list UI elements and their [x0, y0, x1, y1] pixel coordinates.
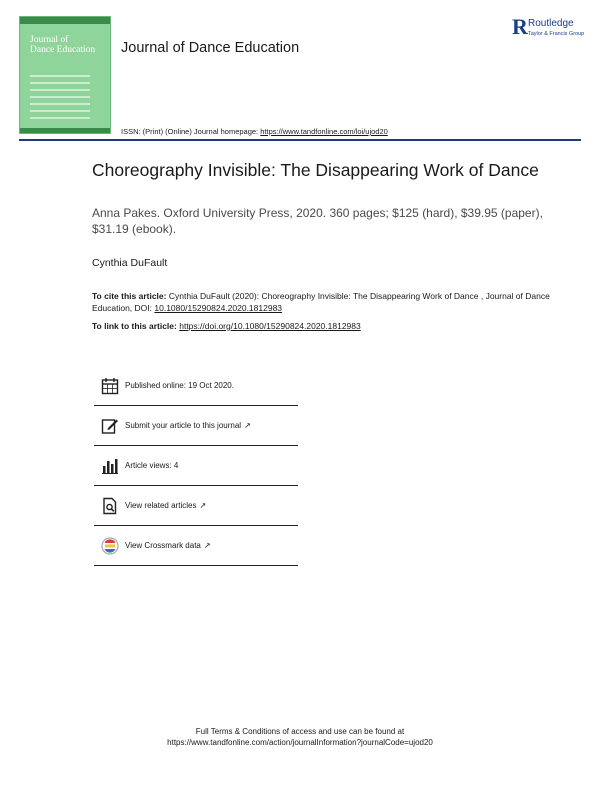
submit-article-link[interactable]: Submit your article to this journal [125, 421, 242, 430]
submit-article-row[interactable] [94, 406, 298, 446]
journal-homepage-link[interactable]: https://www.tandfonline.com/loi/ujod20 [260, 127, 388, 136]
article-subtitle: Anna Pakes. Oxford University Press, 2020. 360 pages; $125 (hard), $39.95 (paper), $31.19 (ebook). [92, 206, 543, 236]
issn-label: ISSN: (Print) (Online) Journal homepage: [121, 127, 259, 136]
article-title: Choreography Invisible: The Disappearing Work of Dance [92, 160, 539, 180]
cover-title-line2: Dance Education [30, 45, 96, 55]
issn-line [121, 127, 388, 136]
footer-terms-text: Full Terms & Conditions of access and use can be found at [195, 727, 405, 736]
related-articles-row[interactable] [94, 486, 298, 526]
published-date: Published online: 19 Oct 2020. [125, 381, 234, 390]
link-label: To link to this article: [92, 321, 177, 331]
crossmark-icon [99, 535, 121, 557]
publisher-logo[interactable] [512, 16, 594, 46]
article-views: Article views: 4 [125, 461, 179, 470]
journal-title: Journal of Dance Education [121, 40, 300, 56]
article-url-link[interactable]: https://doi.org/10.1080/15290824.2020.1812983 [179, 321, 361, 331]
citation-block [92, 291, 552, 314]
search-document-icon [99, 495, 121, 517]
views-row [94, 446, 298, 486]
article-author: Cynthia DuFault [92, 257, 168, 269]
external-link-icon: ↗ [244, 421, 251, 430]
external-link-icon: ↗ [199, 501, 207, 510]
related-articles-link[interactable]: View related articles [125, 501, 197, 510]
cover-decoration [30, 75, 90, 124]
cite-text: Cynthia DuFault (2020): Choreography Invisible: The Disappearing Work of Dance , Journal of Dance Education, DOI: [92, 291, 550, 313]
cite-label: To cite this article: [92, 291, 167, 301]
publisher-tagline: Taylor & Francis Group [528, 31, 585, 37]
cover-title [30, 35, 95, 55]
crossmark-link[interactable]: View Crossmark data [125, 541, 201, 550]
doi-link[interactable]: 10.1080/15290824.2020.1812983 [154, 302, 283, 313]
edit-document-icon [99, 415, 121, 437]
footer-terms-link[interactable]: https://www.tandfonline.com/action/journalInformation?journalCode=ujod20 [167, 738, 433, 747]
article-link-line [92, 321, 361, 331]
article-info-list [94, 366, 298, 566]
publisher-name: Routledge [528, 18, 574, 29]
journal-cover-thumbnail [19, 16, 111, 134]
bar-chart-icon [99, 455, 121, 477]
routledge-r-icon: R [512, 14, 528, 39]
cover-top-bar [20, 17, 110, 24]
external-link-icon: ↗ [203, 541, 211, 550]
crossmark-row[interactable] [94, 526, 298, 566]
calendar-icon [99, 375, 121, 397]
cover-bottom-bar [20, 128, 110, 133]
cover-title-line1: Journal of [30, 35, 69, 45]
header-divider [19, 139, 581, 141]
published-row [94, 366, 298, 406]
